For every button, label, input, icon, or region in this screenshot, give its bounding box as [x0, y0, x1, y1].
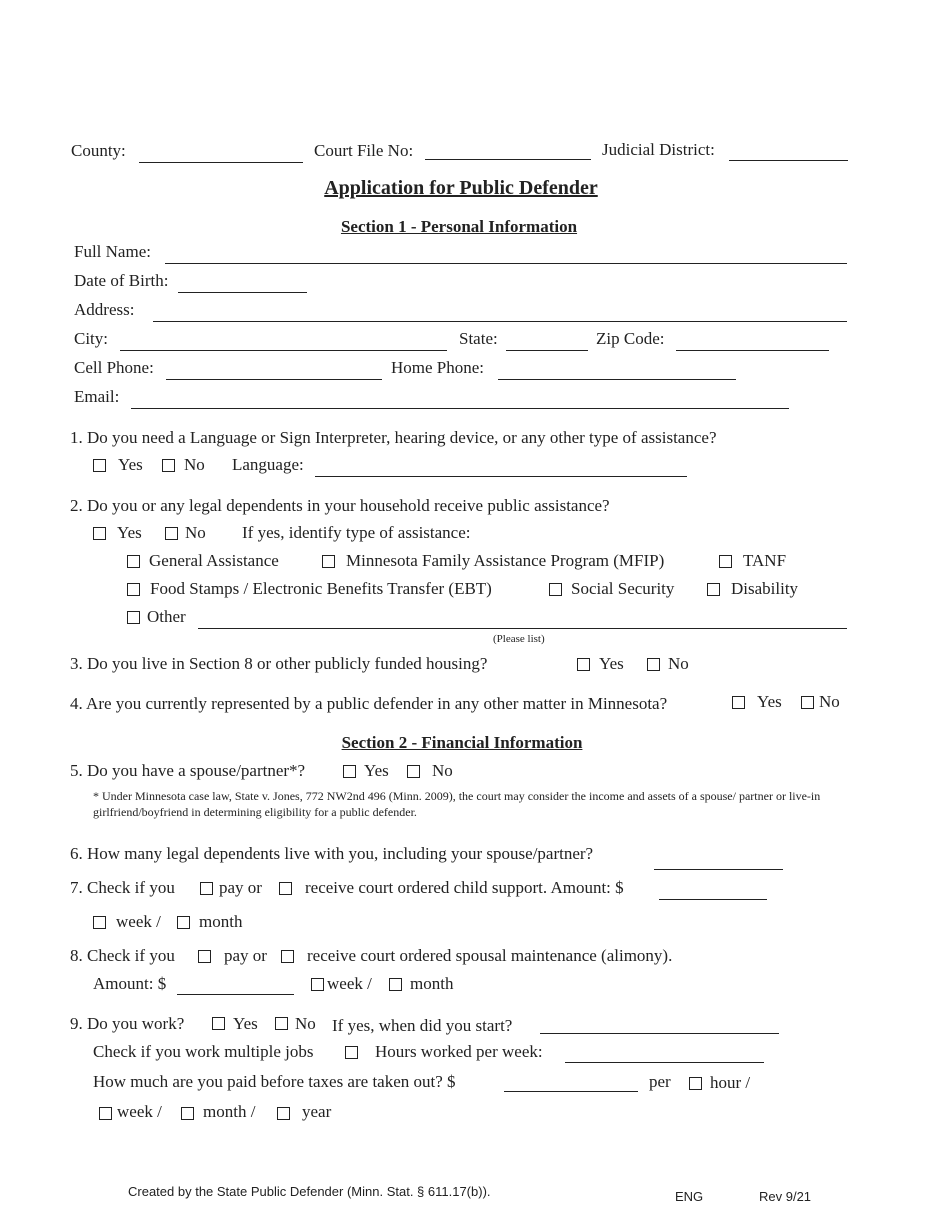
q2-yes-label: Yes: [117, 523, 142, 542]
section2-heading: Section 2 - Financial Information: [341, 733, 583, 752]
spouse-note: * Under Minnesota case law, State v. Jones, 772 NW2nd 496 (Minn. 2009), the court may consider the income and assets of a spouse/ partner or live-in girlfriend/boyfriend in determining eligibility for a public defender.: [93, 789, 821, 819]
state-field[interactable]: [506, 350, 588, 351]
cell-phone-field[interactable]: [166, 379, 382, 380]
q9-no-label: No: [295, 1014, 316, 1033]
email-field[interactable]: [131, 408, 789, 409]
work-start-field[interactable]: [540, 1033, 779, 1034]
social-security-checkbox[interactable]: [549, 583, 562, 596]
q3-yes-checkbox[interactable]: [577, 658, 590, 671]
q9-year-checkbox[interactable]: [277, 1107, 290, 1120]
q7-receive-checkbox[interactable]: [279, 882, 292, 895]
cell-phone-label: Cell Phone:: [74, 358, 154, 377]
q6-text: 6. How many legal dependents live with you, including your spouse/partner?: [70, 844, 594, 863]
q8-receive-label: receive court ordered spousal maintenance (alimony).: [307, 946, 673, 965]
q7-receive-label: receive court ordered child support. Amount: $: [305, 878, 624, 897]
q4-yes-checkbox[interactable]: [732, 696, 745, 709]
footer-language: ENG: [675, 1189, 704, 1204]
q1-yes-label: Yes: [118, 455, 143, 474]
child-support-amount-field[interactable]: [659, 899, 767, 900]
judicial-district-label: Judicial District:: [602, 140, 715, 159]
q7-week-checkbox[interactable]: [93, 916, 106, 929]
per-label: per: [649, 1072, 671, 1091]
full-name-field[interactable]: [165, 263, 847, 264]
q9-no-checkbox[interactable]: [275, 1017, 288, 1030]
court-file-field[interactable]: [425, 159, 591, 160]
general-assistance-label: General Assistance: [149, 551, 279, 570]
language-label: Language:: [232, 455, 304, 474]
food-stamps-label: Food Stamps / Electronic Benefits Transfer (EBT): [150, 579, 492, 598]
q5-yes-label: Yes: [364, 761, 389, 780]
q3-no-label: No: [668, 654, 689, 673]
q1-yes-checkbox[interactable]: [93, 459, 106, 472]
q1-text: 1. Do you need a Language or Sign Interpreter, hearing device, or any other type of assistance?: [70, 428, 717, 447]
q9-year-label: year: [302, 1102, 332, 1121]
disability-label: Disability: [731, 579, 799, 598]
q7-week-label: week /: [116, 912, 161, 931]
language-field[interactable]: [315, 476, 687, 477]
q7-month-label: month: [199, 912, 243, 931]
q8-week-checkbox[interactable]: [311, 978, 324, 991]
footer-revision: Rev 9/21: [759, 1189, 812, 1204]
q9-week-checkbox[interactable]: [99, 1107, 112, 1120]
dob-label: Date of Birth:: [74, 271, 169, 290]
mfip-checkbox[interactable]: [322, 555, 335, 568]
q5-text: 5. Do you have a spouse/partner*?: [70, 761, 306, 780]
dob-field[interactable]: [178, 292, 307, 293]
hours-label: Hours worked per week:: [375, 1042, 543, 1061]
please-list-caption: (Please list): [493, 633, 545, 645]
q5-yes-checkbox[interactable]: [343, 765, 356, 778]
home-phone-field[interactable]: [498, 379, 736, 380]
q2-no-checkbox[interactable]: [165, 527, 178, 540]
zip-field[interactable]: [676, 350, 829, 351]
q8-check-if: 8. Check if you: [70, 946, 175, 965]
multiple-jobs-label: Check if you work multiple jobs: [93, 1042, 314, 1061]
q9-week-label: week /: [117, 1102, 162, 1121]
alimony-amount-field[interactable]: [177, 994, 294, 995]
tanf-label: TANF: [743, 551, 787, 570]
email-label: Email:: [74, 387, 120, 406]
q9-when-start-label: If yes, when did you start?: [332, 1016, 513, 1035]
other-field[interactable]: [198, 628, 847, 629]
other-checkbox[interactable]: [127, 611, 140, 624]
q7-check-if: 7. Check if you: [70, 878, 175, 897]
q8-pay-checkbox[interactable]: [198, 950, 211, 963]
q2-no-label: No: [185, 523, 206, 542]
footer-created-by: Created by the State Public Defender (Minn. Stat. § 611.17(b)).: [128, 1184, 491, 1199]
q8-amount-label: Amount: $: [93, 974, 167, 993]
q9-month-checkbox[interactable]: [181, 1107, 194, 1120]
judicial-district-field[interactable]: [729, 160, 848, 161]
q5-no-label: No: [432, 761, 453, 780]
court-file-label: Court File No:: [314, 141, 414, 160]
q8-month-checkbox[interactable]: [389, 978, 402, 991]
q4-no-checkbox[interactable]: [801, 696, 814, 709]
q7-pay-or-label: pay or: [219, 878, 262, 897]
pay-amount-field[interactable]: [504, 1091, 638, 1092]
q2-text: 2. Do you or any legal dependents in your household receive public assistance?: [70, 496, 610, 515]
county-field[interactable]: [139, 162, 303, 163]
full-name-label: Full Name:: [74, 242, 151, 261]
q9-month-label: month /: [203, 1102, 256, 1121]
q8-pay-or-label: pay or: [224, 946, 267, 965]
q9-yes-label: Yes: [233, 1014, 258, 1033]
q4-no-label: No: [819, 692, 840, 711]
multiple-jobs-checkbox[interactable]: [345, 1046, 358, 1059]
tanf-checkbox[interactable]: [719, 555, 732, 568]
q5-no-checkbox[interactable]: [407, 765, 420, 778]
q2-if-yes-label: If yes, identify type of assistance:: [242, 523, 471, 542]
home-phone-label: Home Phone:: [391, 358, 485, 377]
section1-heading: Section 1 - Personal Information: [340, 217, 578, 236]
q8-week-label: week /: [327, 974, 372, 993]
q3-text: 3. Do you live in Section 8 or other publicly funded housing?: [70, 654, 488, 673]
q2-yes-checkbox[interactable]: [93, 527, 106, 540]
q3-no-checkbox[interactable]: [647, 658, 660, 671]
q7-pay-checkbox[interactable]: [200, 882, 213, 895]
address-field[interactable]: [153, 321, 847, 322]
q8-month-label: month: [410, 974, 454, 993]
city-label: City:: [74, 329, 109, 348]
mfip-label: Minnesota Family Assistance Program (MFIP): [346, 551, 665, 570]
q4-text: 4. Are you currently represented by a public defender in any other matter in Minnesota?: [70, 694, 668, 713]
hour-checkbox[interactable]: [689, 1077, 702, 1090]
address-label: Address:: [74, 300, 135, 319]
q3-yes-label: Yes: [599, 654, 624, 673]
q4-yes-label: Yes: [757, 692, 782, 711]
social-security-label: Social Security: [571, 579, 675, 598]
food-stamps-checkbox[interactable]: [127, 583, 140, 596]
county-label: County:: [71, 141, 126, 160]
hours-field[interactable]: [565, 1062, 764, 1063]
city-field[interactable]: [120, 350, 447, 351]
paid-label: How much are you paid before taxes are taken out? $: [93, 1072, 456, 1091]
dependents-field[interactable]: [654, 869, 783, 870]
zip-label: Zip Code:: [596, 329, 665, 348]
q1-no-checkbox[interactable]: [162, 459, 175, 472]
disability-checkbox[interactable]: [707, 583, 720, 596]
page-title: Application for Public Defender: [324, 177, 598, 199]
q9-text: 9. Do you work?: [70, 1014, 185, 1033]
q1-no-label: No: [184, 455, 205, 474]
q8-receive-checkbox[interactable]: [281, 950, 294, 963]
general-assistance-checkbox[interactable]: [127, 555, 140, 568]
q9-yes-checkbox[interactable]: [212, 1017, 225, 1030]
other-label: Other: [147, 607, 186, 626]
hour-label: hour /: [710, 1073, 751, 1092]
q7-month-checkbox[interactable]: [177, 916, 190, 929]
state-label: State:: [459, 329, 498, 348]
